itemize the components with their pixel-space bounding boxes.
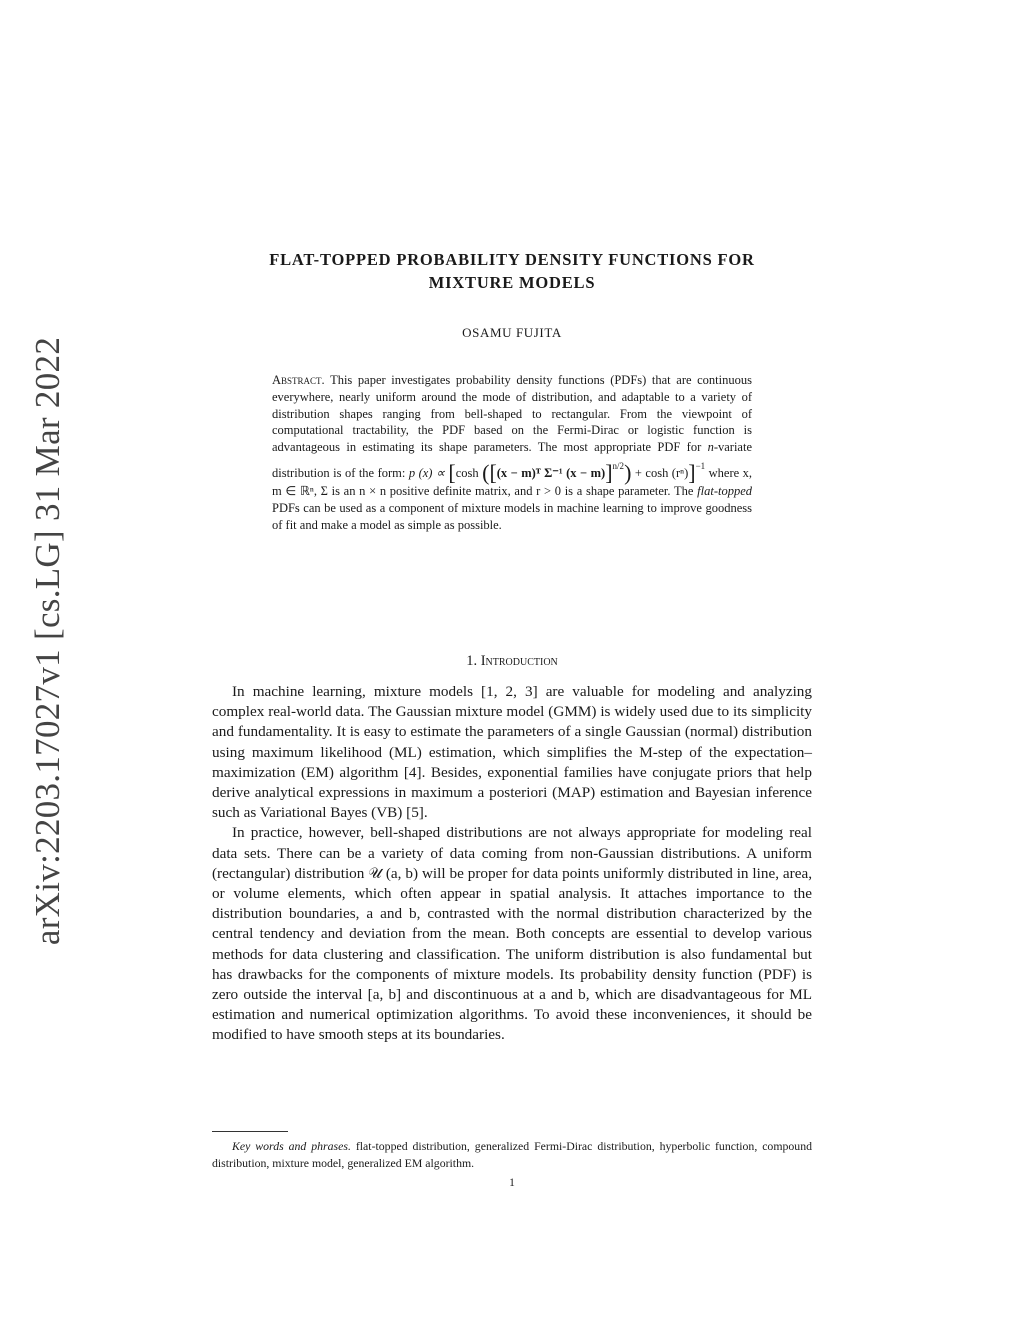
abstract-paragraph: [272, 372, 752, 533]
abstract-text-2: PDFs can be used as a component of mixture models in machine learning to improve goodness of fit and make a model as simple as possible.: [272, 500, 752, 532]
abstract-text-1: This paper investigates probability density functions (PDFs) that are continuous everywhere, nearly uniform around the mode of distribution, and adaptable to a variety of distribution shapes ranging from bell-shaped to rectangular. From the viewpoint of computational tractability, the PDF based on the Fermi-Dirac or logistic function is advantageous in estimating its shape parameters. The most appropriate PDF for: [272, 373, 752, 455]
formula-exponent: n/2: [612, 460, 625, 471]
pdf-formula: p (x) ∝ [cosh ([(x − m)ᵀ Σ⁻¹ (x − m)]$^{n/2}$) + cosh (rⁿ)]$^{-1}$: [408, 459, 706, 485]
section-name: Introduction: [480, 653, 558, 669]
intro-paragraph-2: In practice, however, bell-shaped distributions are not always appropriate for modeling real data sets. There can be a variety of data coming from non-Gaussian distributions. A uniform (rectangular) distribution 𝒰 (a, b) will be proper for data points uniformly distributed in line, area, or volume elements, which often appear in spatial analysis. It attaches importance to the distribution boundaries, a and b, contrasted with the normal distribution characterized by the central tendency and deviation from the mean. Both concepts are essential to develop various methods for data clustering and classification. The uniform distribution is also fundamental but has drawbacks for the components of mixture models. Its probability density function (PDF) is zero outside the interval [a, b] and discontinuous at a and b, which are disadvantageous for ML estimation and numerical optimization algorithms. To avoid these inconveniences, it should be modified to have smooth steps at its boundaries.: [212, 824, 812, 1044]
intro-body: [212, 682, 812, 1046]
section-heading: [212, 653, 812, 670]
abstract-label: Abstract.: [272, 373, 325, 387]
footnote: [212, 1138, 812, 1172]
formula-cosh: cosh: [455, 465, 479, 480]
title-line-2: MIXTURE MODELS: [428, 273, 596, 292]
abstract-text-1-end: -variate distribution is of the form:: [272, 440, 752, 480]
paper-title: [212, 248, 812, 294]
formula-plus-cosh: + cosh (rⁿ): [634, 465, 689, 480]
footnote-text: flat-topped distribution, generalized Fermi-Dirac distribution, hyperbolic function, compound distribution, mixture model, generalized EM algorithm.: [212, 1139, 812, 1170]
title-line-1: FLAT-TOPPED PROBABILITY DENSITY FUNCTIONS FOR: [269, 250, 755, 269]
abstract-n-variable: n: [707, 440, 714, 455]
formula-outer-exponent: −1: [695, 460, 706, 471]
abstract-where: where x, m ∈ ℝⁿ, Σ is an n × n positive definite matrix, and r > 0 is a shape parameter. The: [272, 465, 753, 498]
author: OSAMU FUJITA: [462, 325, 562, 340]
formula-inner: (x − m)ᵀ Σ⁻¹ (x − m): [496, 465, 606, 480]
formula-lhs: p (x) ∝: [408, 465, 445, 480]
abstract-flat-topped: flat-topped: [697, 483, 753, 498]
section-number: 1.: [466, 653, 478, 669]
page-number: 1: [509, 1177, 515, 1189]
arxiv-stamp: arXiv:2203.17027v1 [cs.LG] 31 Mar 2022: [28, 336, 67, 946]
footnote-label: Key words and phrases.: [232, 1139, 351, 1153]
abstract: [272, 372, 752, 533]
footnote-rule: [212, 1131, 288, 1132]
intro-paragraph-1: In machine learning, mixture models [1, 2, 3] are valuable for modeling and analyzing complex real-world data. The Gaussian mixture model (GMM) is widely used due to its simplicity and fundamentality. It is easy to estimate the parameters of a single Gaussian (normal) distribution using maximum likelihood (ML) estimation, which simplifies the M-step of the expectation–maximization (EM) algorithm [4]. Besides, exponential families have conjugate priors that help derive analytical expressions in maximum a posteriori (MAP) estimation and Bayesian inference such as Variational Bayes (VB) [5].: [212, 683, 812, 822]
